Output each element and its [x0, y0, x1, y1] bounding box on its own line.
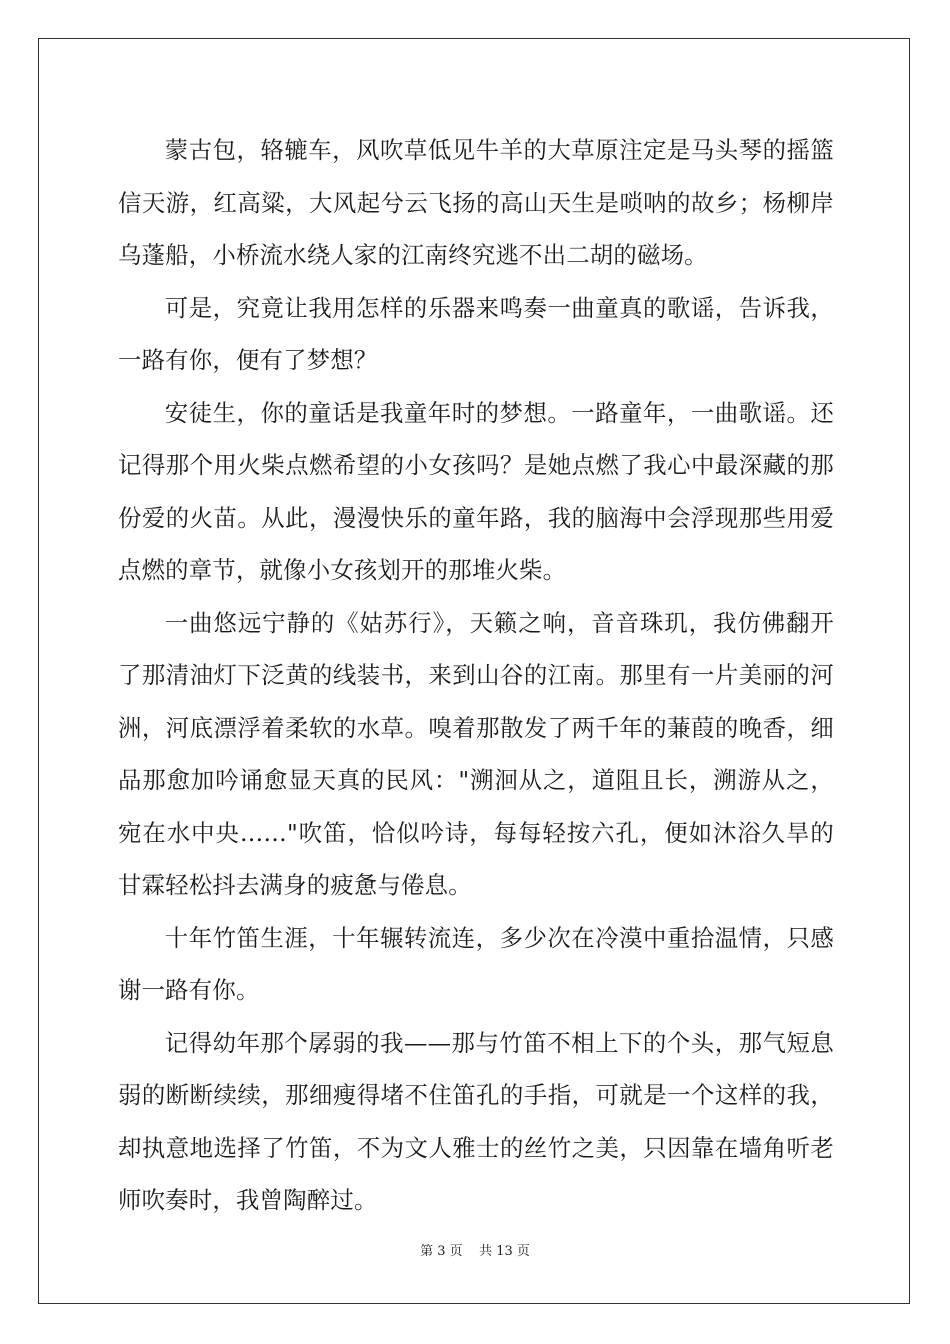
paragraph-6: 记得幼年那个孱弱的我——那与竹笛不相上下的个头，那气短息弱的断断续续，那细瘦得堵不住笛孔的手指，可就是一个这样的我，却执意地选择了竹笛，不为文人雅士的丝竹之美，只因靠在墙角听老师吹奏时，我曾陶醉过。	[118, 1028, 834, 1214]
paragraph-4: 一曲悠远宁静的《姑苏行》，天籁之响，音音珠玑，我仿佛翻开了那清油灯下泛黄的线装书，来到山谷的江南。那里有一片美丽的河洲，河底漂浮着柔软的水草。嗅着那散发了两千年的蒹葭的晚香，细品那愈加吟诵愈显天真的民风："溯洄从之，道阻且长，溯游从之，宛在水中央……"吹笛，恰似吟诗，每每轻按六孔，便如沐浴久旱的甘霖轻松抖去满身的疲惫与倦息。	[118, 608, 834, 899]
paragraph-5: 十年竹笛生涯，十年辗转流连，多少次在冷漠中重拾温情，只感谢一路有你。	[118, 923, 834, 1004]
paragraph-1: 蒙古包，辂辘车，风吹草低见牛羊的大草原注定是马头琴的摇篮信天游，红高粱，大风起兮云飞扬的高山天生是唢呐的故乡；杨柳岸乌蓬船，小桥流水绕人家的江南终究逃不出二胡的磁场。	[118, 136, 834, 269]
page-number-footer: 第 3 页 共 13 页	[420, 1244, 530, 1259]
paragraph-2: 可是，究竟让我用怎样的乐器来鸣奏一曲童真的歌谣，告诉我，一路有你，便有了梦想？	[118, 293, 834, 374]
paragraph-3: 安徒生，你的童话是我童年时的梦想。一路童年，一曲歌谣。还记得那个用火柴点燃希望的小女孩吗？是她点燃了我心中最深藏的那份爱的火苗。从此，漫漫快乐的童年路，我的脑海中会浮现那些用爱点燃的章节，就像小女孩划开的那堆火柴。	[118, 398, 834, 584]
document-body	[118, 124, 834, 1227]
